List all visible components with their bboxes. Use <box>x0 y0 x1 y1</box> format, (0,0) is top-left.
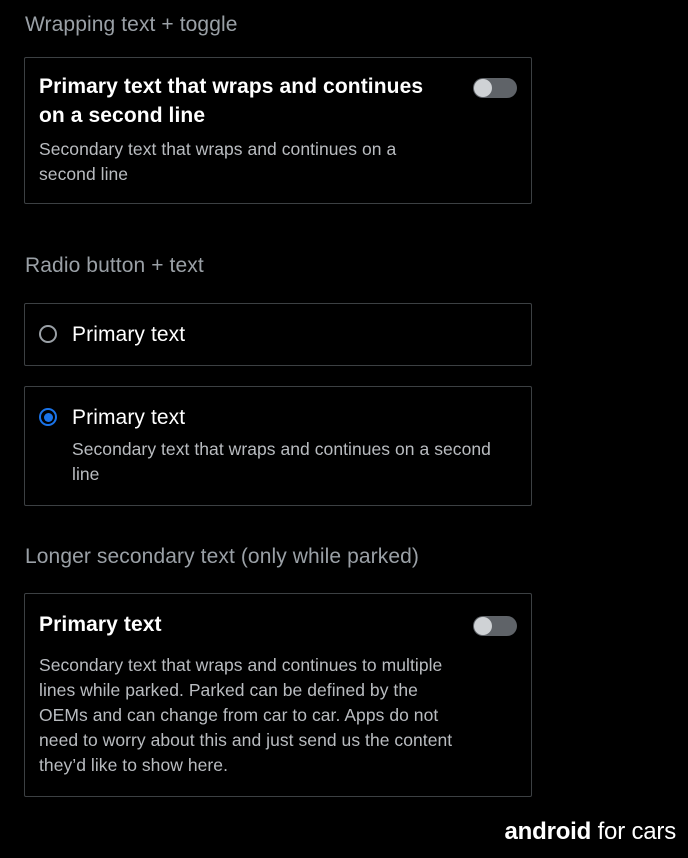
brand-suffix: for cars <box>591 818 676 845</box>
list-item-radio-checked[interactable] <box>24 386 532 506</box>
radio-row <box>39 320 517 349</box>
radio-button-icon[interactable] <box>39 408 57 426</box>
section-header-wrapping-text-toggle: Wrapping text + toggle <box>25 13 238 36</box>
list-item-row <box>39 72 517 187</box>
primary-text: Primary text <box>72 323 186 346</box>
primary-text: Primary text <box>72 406 186 429</box>
list-item-radio-unchecked[interactable] <box>24 303 532 366</box>
radio-button-icon[interactable] <box>39 325 57 343</box>
brand-name: android <box>504 818 592 845</box>
toggle-switch[interactable] <box>473 616 517 636</box>
toggle-knob <box>474 79 492 97</box>
list-item-text-block <box>39 610 459 778</box>
radio-row <box>39 403 517 487</box>
list-item-longer-secondary-text[interactable] <box>24 593 532 797</box>
list-item-row <box>39 610 517 778</box>
secondary-text: Secondary text that wraps and continues on a second line <box>72 439 491 484</box>
toggle-knob <box>474 617 492 635</box>
section-header-longer-secondary-text: Longer secondary text (only while parked) <box>25 545 419 568</box>
list-item-text-block <box>72 320 185 349</box>
primary-text: Primary text that wraps and continues on a second line <box>39 75 424 127</box>
brand-footer <box>505 818 677 846</box>
list-item-text-block <box>39 72 449 187</box>
primary-text: Primary text <box>39 613 162 636</box>
toggle-switch[interactable] <box>473 78 517 98</box>
secondary-text: Secondary text that wraps and continues to multiple lines while parked. Parked can be defined by the OEMs and can change from car to car. Apps do not need to worry about this and just send us the content they’d like to show here. <box>39 655 453 775</box>
secondary-text: Secondary text that wraps and continues on a second line <box>39 139 397 184</box>
list-item-wrapping-text-toggle[interactable] <box>24 57 532 204</box>
list-item-text-block <box>72 403 502 487</box>
section-header-radio-button-text: Radio button + text <box>25 254 204 277</box>
